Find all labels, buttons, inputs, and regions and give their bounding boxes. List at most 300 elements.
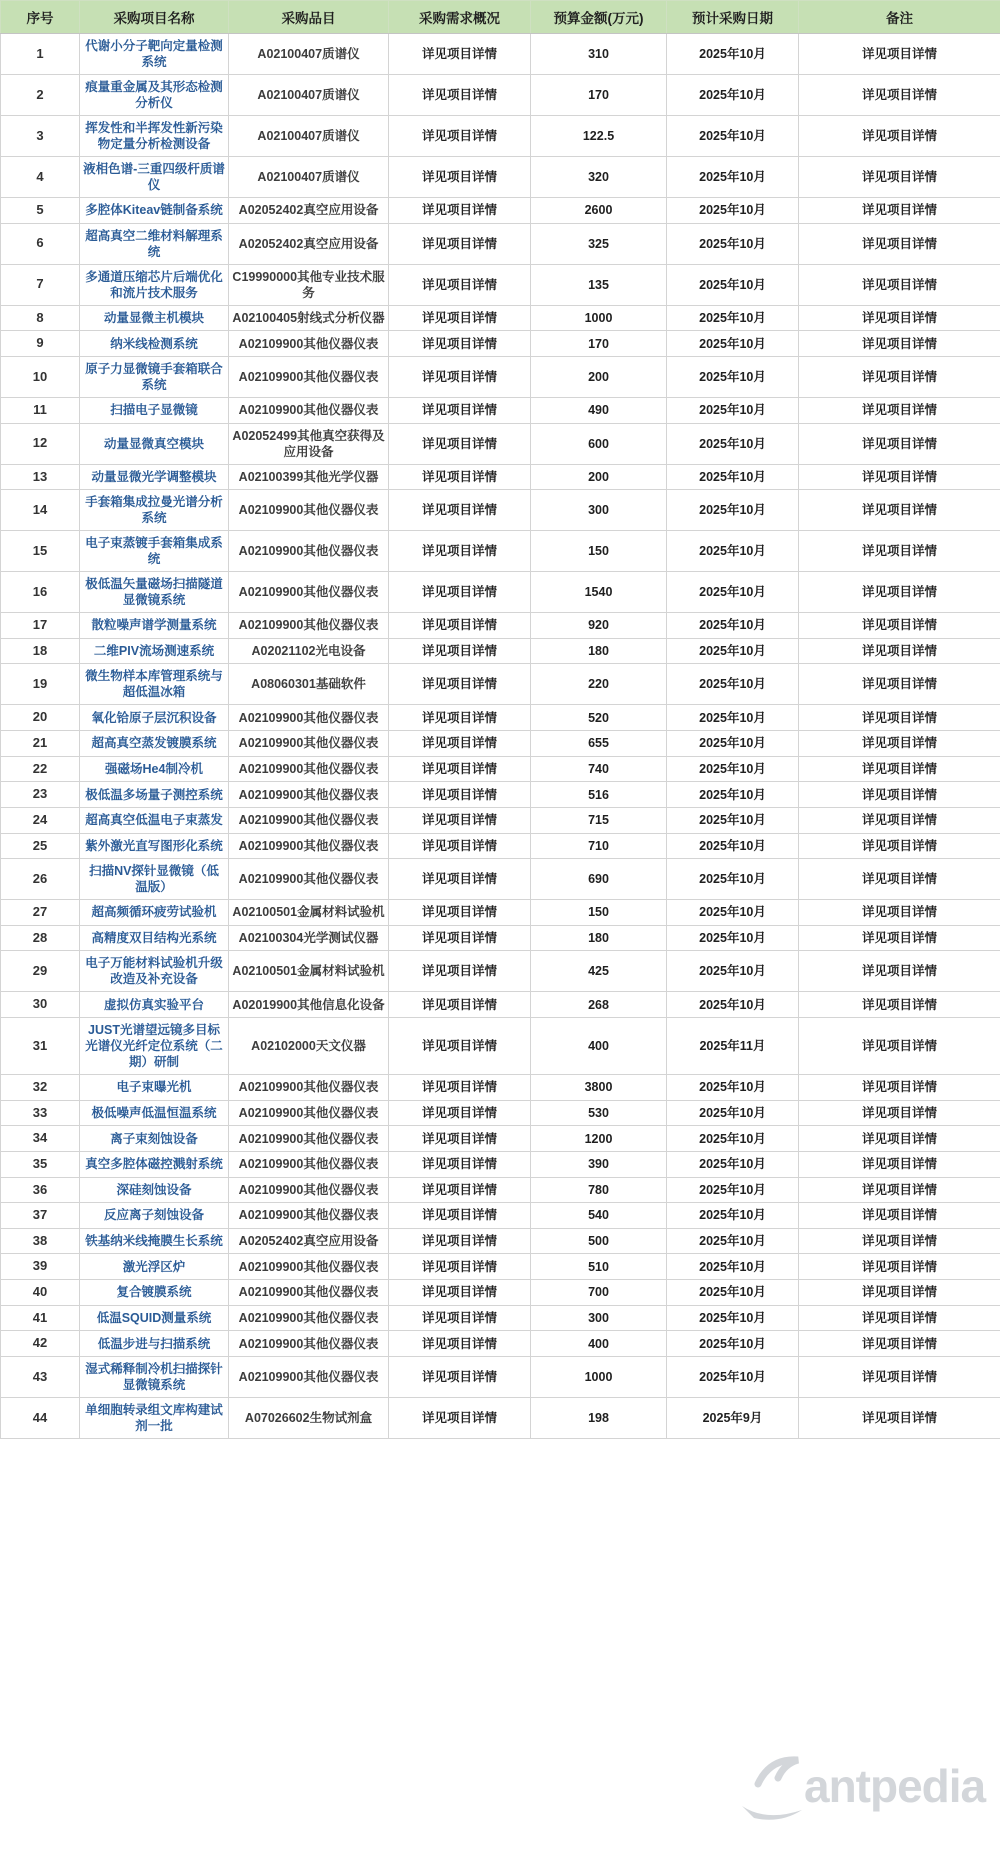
cell-remarks: 详见项目详情 [799, 1280, 1000, 1306]
table-row [1, 464, 1000, 490]
cell-expected-date: 2025年10月 [667, 1100, 799, 1126]
table-row [1, 638, 1000, 664]
cell-remarks: 详见项目详情 [799, 731, 1000, 757]
cell-project-name: 高精度双目结构光系统 [80, 925, 229, 951]
cell-demand-overview: 详见项目详情 [389, 731, 531, 757]
cell-demand-overview: 详见项目详情 [389, 464, 531, 490]
cell-serial-number: 26 [1, 859, 80, 900]
cell-budget-amount: 135 [531, 264, 667, 305]
cell-serial-number: 2 [1, 75, 80, 116]
cell-procurement-item: A02109900其他仪器仪表 [229, 1254, 389, 1280]
cell-project-name: 极低温矢量磁场扫描隧道显微镜系统 [80, 572, 229, 613]
cell-demand-overview: 详见项目详情 [389, 34, 531, 75]
cell-budget-amount: 1000 [531, 305, 667, 331]
table-row [1, 992, 1000, 1018]
cell-demand-overview: 详见项目详情 [389, 1280, 531, 1306]
table-row [1, 1280, 1000, 1306]
cell-demand-overview: 详见项目详情 [389, 331, 531, 357]
cell-remarks: 详见项目详情 [799, 782, 1000, 808]
cell-expected-date: 2025年10月 [667, 531, 799, 572]
cell-remarks: 详见项目详情 [799, 705, 1000, 731]
cell-serial-number: 43 [1, 1356, 80, 1397]
cell-procurement-item: A02109900其他仪器仪表 [229, 531, 389, 572]
cell-demand-overview: 详见项目详情 [389, 397, 531, 423]
cell-budget-amount: 122.5 [531, 116, 667, 157]
cell-remarks: 详见项目详情 [799, 264, 1000, 305]
cell-expected-date: 2025年10月 [667, 397, 799, 423]
cell-project-name: 纳米线检测系统 [80, 331, 229, 357]
cell-expected-date: 2025年10月 [667, 223, 799, 264]
cell-procurement-item: A02109900其他仪器仪表 [229, 807, 389, 833]
cell-demand-overview: 详见项目详情 [389, 900, 531, 926]
cell-project-name: 微生物样本库管理系统与超低温冰箱 [80, 664, 229, 705]
cell-procurement-item: A02109900其他仪器仪表 [229, 1075, 389, 1101]
cell-expected-date: 2025年10月 [667, 116, 799, 157]
cell-project-name: 扫描NV探针显微镜（低温版） [80, 859, 229, 900]
cell-procurement-item: A02100407质谱仪 [229, 157, 389, 198]
cell-serial-number: 42 [1, 1331, 80, 1357]
cell-expected-date: 2025年10月 [667, 925, 799, 951]
cell-remarks: 详见项目详情 [799, 807, 1000, 833]
cell-budget-amount: 655 [531, 731, 667, 757]
cell-project-name: 电子束曝光机 [80, 1075, 229, 1101]
cell-serial-number: 9 [1, 331, 80, 357]
cell-serial-number: 10 [1, 356, 80, 397]
cell-procurement-item: A02109900其他仪器仪表 [229, 1305, 389, 1331]
cell-remarks: 详见项目详情 [799, 1331, 1000, 1357]
header-demand-overview: 采购需求概况 [389, 1, 531, 34]
cell-procurement-item: A02100501金属材料试验机 [229, 900, 389, 926]
cell-expected-date: 2025年10月 [667, 705, 799, 731]
cell-demand-overview: 详见项目详情 [389, 305, 531, 331]
cell-expected-date: 2025年10月 [667, 900, 799, 926]
cell-expected-date: 2025年10月 [667, 638, 799, 664]
cell-demand-overview: 详见项目详情 [389, 1397, 531, 1438]
cell-project-name: 氧化铪原子层沉积设备 [80, 705, 229, 731]
cell-project-name: 真空多腔体磁控溅射系统 [80, 1151, 229, 1177]
table-row [1, 705, 1000, 731]
cell-project-name: 超高真空低温电子束蒸发 [80, 807, 229, 833]
table-row [1, 731, 1000, 757]
cell-expected-date: 2025年10月 [667, 664, 799, 705]
cell-procurement-item: A02109900其他仪器仪表 [229, 1177, 389, 1203]
cell-remarks: 详见项目详情 [799, 1100, 1000, 1126]
cell-budget-amount: 268 [531, 992, 667, 1018]
cell-project-name: 原子力显微镜手套箱联合系统 [80, 356, 229, 397]
table-row [1, 1151, 1000, 1177]
table-row [1, 1356, 1000, 1397]
table-row [1, 157, 1000, 198]
cell-budget-amount: 400 [531, 1331, 667, 1357]
cell-procurement-item: A02021102光电设备 [229, 638, 389, 664]
cell-remarks: 详见项目详情 [799, 992, 1000, 1018]
cell-serial-number: 7 [1, 264, 80, 305]
cell-demand-overview: 详见项目详情 [389, 859, 531, 900]
cell-budget-amount: 540 [531, 1203, 667, 1229]
cell-project-name: 扫描电子显微镜 [80, 397, 229, 423]
cell-serial-number: 24 [1, 807, 80, 833]
cell-demand-overview: 详见项目详情 [389, 992, 531, 1018]
cell-remarks: 详见项目详情 [799, 1177, 1000, 1203]
cell-demand-overview: 详见项目详情 [389, 1018, 531, 1075]
cell-procurement-item: A02109900其他仪器仪表 [229, 397, 389, 423]
header-row [1, 1, 1000, 34]
cell-demand-overview: 详见项目详情 [389, 223, 531, 264]
cell-expected-date: 2025年10月 [667, 331, 799, 357]
cell-budget-amount: 180 [531, 638, 667, 664]
cell-project-name: 虚拟仿真实验平台 [80, 992, 229, 1018]
cell-serial-number: 40 [1, 1280, 80, 1306]
cell-remarks: 详见项目详情 [799, 1126, 1000, 1152]
cell-procurement-item: A02109900其他仪器仪表 [229, 1331, 389, 1357]
cell-budget-amount: 170 [531, 75, 667, 116]
cell-expected-date: 2025年10月 [667, 731, 799, 757]
cell-project-name: 多腔体Kiteav链制备系统 [80, 198, 229, 224]
table-row [1, 807, 1000, 833]
cell-project-name: 强磁场He4制冷机 [80, 756, 229, 782]
table-row [1, 1126, 1000, 1152]
cell-procurement-item: A02052499其他真空获得及应用设备 [229, 423, 389, 464]
table-row [1, 1228, 1000, 1254]
cell-expected-date: 2025年10月 [667, 756, 799, 782]
cell-project-name: 代谢小分子靶向定量检测系统 [80, 34, 229, 75]
cell-serial-number: 6 [1, 223, 80, 264]
cell-remarks: 详见项目详情 [799, 638, 1000, 664]
table-row [1, 951, 1000, 992]
table-row [1, 1305, 1000, 1331]
table-row [1, 572, 1000, 613]
cell-serial-number: 39 [1, 1254, 80, 1280]
table-row [1, 859, 1000, 900]
cell-procurement-item: A02109900其他仪器仪表 [229, 490, 389, 531]
cell-project-name: 动量显微光学调整模块 [80, 464, 229, 490]
antpedia-logo-swoosh-icon [740, 1748, 810, 1824]
cell-project-name: 紫外激光直写图形化系统 [80, 833, 229, 859]
cell-project-name: 超高频循环疲劳试验机 [80, 900, 229, 926]
table-row [1, 223, 1000, 264]
cell-demand-overview: 详见项目详情 [389, 264, 531, 305]
header-budget-amount: 预算金额(万元) [531, 1, 667, 34]
cell-remarks: 详见项目详情 [799, 116, 1000, 157]
cell-serial-number: 41 [1, 1305, 80, 1331]
cell-project-name: 电子万能材料试验机升级改造及补充设备 [80, 951, 229, 992]
header-serial-number: 序号 [1, 1, 80, 34]
cell-procurement-item: A02109900其他仪器仪表 [229, 1126, 389, 1152]
cell-expected-date: 2025年10月 [667, 464, 799, 490]
cell-demand-overview: 详见项目详情 [389, 1177, 531, 1203]
cell-expected-date: 2025年10月 [667, 992, 799, 1018]
cell-budget-amount: 710 [531, 833, 667, 859]
table-row [1, 423, 1000, 464]
antpedia-watermark-text: antpedia [804, 1760, 986, 1812]
cell-project-name: 复合镀膜系统 [80, 1280, 229, 1306]
cell-demand-overview: 详见项目详情 [389, 705, 531, 731]
table-row [1, 613, 1000, 639]
cell-serial-number: 25 [1, 833, 80, 859]
cell-budget-amount: 510 [531, 1254, 667, 1280]
cell-serial-number: 16 [1, 572, 80, 613]
cell-budget-amount: 740 [531, 756, 667, 782]
cell-serial-number: 22 [1, 756, 80, 782]
cell-remarks: 详见项目详情 [799, 34, 1000, 75]
cell-project-name: 动量显微真空模块 [80, 423, 229, 464]
cell-project-name: 低温步进与扫描系统 [80, 1331, 229, 1357]
cell-demand-overview: 详见项目详情 [389, 807, 531, 833]
cell-remarks: 详见项目详情 [799, 1203, 1000, 1229]
table-row [1, 1397, 1000, 1438]
cell-procurement-item: A02100407质谱仪 [229, 75, 389, 116]
cell-expected-date: 2025年10月 [667, 833, 799, 859]
cell-procurement-item: A02109900其他仪器仪表 [229, 756, 389, 782]
cell-expected-date: 2025年10月 [667, 859, 799, 900]
cell-budget-amount: 310 [531, 34, 667, 75]
cell-demand-overview: 详见项目详情 [389, 951, 531, 992]
cell-project-name: 二维PIV流场测速系统 [80, 638, 229, 664]
cell-expected-date: 2025年10月 [667, 1075, 799, 1101]
table-row [1, 1203, 1000, 1229]
cell-remarks: 详见项目详情 [799, 305, 1000, 331]
table-row [1, 833, 1000, 859]
cell-project-name: 深硅刻蚀设备 [80, 1177, 229, 1203]
header-project-name: 采购项目名称 [80, 1, 229, 34]
cell-expected-date: 2025年10月 [667, 807, 799, 833]
table-row [1, 198, 1000, 224]
cell-budget-amount: 150 [531, 900, 667, 926]
cell-procurement-item: A02109900其他仪器仪表 [229, 705, 389, 731]
table-row [1, 75, 1000, 116]
header-expected-date: 预计采购日期 [667, 1, 799, 34]
cell-expected-date: 2025年9月 [667, 1397, 799, 1438]
cell-demand-overview: 详见项目详情 [389, 1331, 531, 1357]
cell-procurement-item: C19990000其他专业技术服务 [229, 264, 389, 305]
cell-project-name: 动量显微主机模块 [80, 305, 229, 331]
cell-serial-number: 38 [1, 1228, 80, 1254]
cell-procurement-item: A02100405射线式分析仪器 [229, 305, 389, 331]
cell-serial-number: 5 [1, 198, 80, 224]
cell-expected-date: 2025年10月 [667, 1126, 799, 1152]
cell-serial-number: 1 [1, 34, 80, 75]
cell-procurement-item: A02109900其他仪器仪表 [229, 782, 389, 808]
cell-serial-number: 30 [1, 992, 80, 1018]
cell-procurement-item: A02109900其他仪器仪表 [229, 1280, 389, 1306]
cell-demand-overview: 详见项目详情 [389, 1126, 531, 1152]
cell-project-name: 极低噪声低温恒温系统 [80, 1100, 229, 1126]
cell-project-name: 单细胞转录组文库构建试剂一批 [80, 1397, 229, 1438]
cell-demand-overview: 详见项目详情 [389, 1254, 531, 1280]
cell-project-name: 激光浮区炉 [80, 1254, 229, 1280]
cell-project-name: 痕量重金属及其形态检测分析仪 [80, 75, 229, 116]
cell-remarks: 详见项目详情 [799, 198, 1000, 224]
cell-budget-amount: 700 [531, 1280, 667, 1306]
cell-budget-amount: 600 [531, 423, 667, 464]
antpedia-watermark [740, 1748, 985, 1824]
cell-remarks: 详见项目详情 [799, 1018, 1000, 1075]
cell-remarks: 详见项目详情 [799, 572, 1000, 613]
table-row [1, 900, 1000, 926]
cell-budget-amount: 1200 [531, 1126, 667, 1152]
cell-remarks: 详见项目详情 [799, 1151, 1000, 1177]
cell-serial-number: 29 [1, 951, 80, 992]
cell-expected-date: 2025年10月 [667, 34, 799, 75]
cell-expected-date: 2025年10月 [667, 951, 799, 992]
cell-budget-amount: 220 [531, 664, 667, 705]
cell-expected-date: 2025年10月 [667, 613, 799, 639]
cell-demand-overview: 详见项目详情 [389, 833, 531, 859]
cell-demand-overview: 详见项目详情 [389, 1151, 531, 1177]
cell-procurement-item: A02102000天文仪器 [229, 1018, 389, 1075]
cell-serial-number: 27 [1, 900, 80, 926]
table-row [1, 1075, 1000, 1101]
cell-serial-number: 13 [1, 464, 80, 490]
table-row [1, 331, 1000, 357]
cell-remarks: 详见项目详情 [799, 1397, 1000, 1438]
cell-expected-date: 2025年10月 [667, 1177, 799, 1203]
cell-project-name: 湿式稀释制冷机扫描探针显微镜系统 [80, 1356, 229, 1397]
cell-budget-amount: 780 [531, 1177, 667, 1203]
cell-budget-amount: 300 [531, 1305, 667, 1331]
cell-project-name: 手套箱集成拉曼光谱分析系统 [80, 490, 229, 531]
cell-serial-number: 19 [1, 664, 80, 705]
cell-remarks: 详见项目详情 [799, 464, 1000, 490]
cell-serial-number: 12 [1, 423, 80, 464]
cell-demand-overview: 详见项目详情 [389, 1305, 531, 1331]
cell-demand-overview: 详见项目详情 [389, 1356, 531, 1397]
cell-procurement-item: A02109900其他仪器仪表 [229, 331, 389, 357]
cell-procurement-item: A02109900其他仪器仪表 [229, 356, 389, 397]
cell-serial-number: 18 [1, 638, 80, 664]
cell-project-name: 低温SQUID测量系统 [80, 1305, 229, 1331]
cell-demand-overview: 详见项目详情 [389, 1075, 531, 1101]
cell-demand-overview: 详见项目详情 [389, 925, 531, 951]
cell-procurement-item: A07026602生物试剂盒 [229, 1397, 389, 1438]
cell-expected-date: 2025年10月 [667, 356, 799, 397]
cell-procurement-item: A02100407质谱仪 [229, 34, 389, 75]
cell-budget-amount: 690 [531, 859, 667, 900]
cell-remarks: 详见项目详情 [799, 925, 1000, 951]
cell-project-name: JUST光谱望远镜多目标光谱仪光纤定位系统（二期）研制 [80, 1018, 229, 1075]
cell-expected-date: 2025年10月 [667, 1203, 799, 1229]
cell-expected-date: 2025年10月 [667, 305, 799, 331]
table-row [1, 1331, 1000, 1357]
cell-serial-number: 3 [1, 116, 80, 157]
cell-budget-amount: 520 [531, 705, 667, 731]
cell-procurement-item: A02052402真空应用设备 [229, 1228, 389, 1254]
cell-budget-amount: 170 [531, 331, 667, 357]
cell-project-name: 反应离子刻蚀设备 [80, 1203, 229, 1229]
cell-serial-number: 31 [1, 1018, 80, 1075]
cell-expected-date: 2025年10月 [667, 75, 799, 116]
cell-budget-amount: 490 [531, 397, 667, 423]
cell-demand-overview: 详见项目详情 [389, 756, 531, 782]
table-row [1, 531, 1000, 572]
cell-remarks: 详见项目详情 [799, 1356, 1000, 1397]
cell-expected-date: 2025年10月 [667, 1280, 799, 1306]
cell-budget-amount: 198 [531, 1397, 667, 1438]
cell-serial-number: 33 [1, 1100, 80, 1126]
cell-remarks: 详见项目详情 [799, 613, 1000, 639]
cell-budget-amount: 390 [531, 1151, 667, 1177]
cell-budget-amount: 920 [531, 613, 667, 639]
cell-budget-amount: 180 [531, 925, 667, 951]
cell-serial-number: 8 [1, 305, 80, 331]
cell-serial-number: 21 [1, 731, 80, 757]
cell-project-name: 铁基纳米线掩膜生长系统 [80, 1228, 229, 1254]
cell-remarks: 详见项目详情 [799, 223, 1000, 264]
cell-expected-date: 2025年10月 [667, 1151, 799, 1177]
table-row [1, 264, 1000, 305]
cell-remarks: 详见项目详情 [799, 833, 1000, 859]
cell-serial-number: 37 [1, 1203, 80, 1229]
cell-project-name: 超高真空蒸发镀膜系统 [80, 731, 229, 757]
cell-serial-number: 34 [1, 1126, 80, 1152]
cell-remarks: 详见项目详情 [799, 490, 1000, 531]
cell-demand-overview: 详见项目详情 [389, 490, 531, 531]
cell-budget-amount: 320 [531, 157, 667, 198]
cell-expected-date: 2025年10月 [667, 1356, 799, 1397]
cell-remarks: 详见项目详情 [799, 75, 1000, 116]
cell-project-name: 挥发性和半挥发性新污染物定量分析检测设备 [80, 116, 229, 157]
cell-demand-overview: 详见项目详情 [389, 1100, 531, 1126]
cell-budget-amount: 3800 [531, 1075, 667, 1101]
cell-serial-number: 23 [1, 782, 80, 808]
table-row [1, 1177, 1000, 1203]
cell-budget-amount: 530 [531, 1100, 667, 1126]
cell-procurement-item: A02052402真空应用设备 [229, 198, 389, 224]
cell-procurement-item: A02109900其他仪器仪表 [229, 833, 389, 859]
table-row [1, 490, 1000, 531]
cell-procurement-item: A02019900其他信息化设备 [229, 992, 389, 1018]
cell-demand-overview: 详见项目详情 [389, 157, 531, 198]
cell-remarks: 详见项目详情 [799, 157, 1000, 198]
cell-serial-number: 36 [1, 1177, 80, 1203]
cell-project-name: 液相色谱-三重四级杆质谱仪 [80, 157, 229, 198]
cell-serial-number: 17 [1, 613, 80, 639]
cell-serial-number: 20 [1, 705, 80, 731]
cell-remarks: 详见项目详情 [799, 1254, 1000, 1280]
cell-expected-date: 2025年10月 [667, 423, 799, 464]
cell-remarks: 详见项目详情 [799, 664, 1000, 705]
cell-demand-overview: 详见项目详情 [389, 116, 531, 157]
cell-remarks: 详见项目详情 [799, 356, 1000, 397]
header-remarks: 备注 [799, 1, 1000, 34]
cell-budget-amount: 715 [531, 807, 667, 833]
cell-budget-amount: 200 [531, 356, 667, 397]
cell-project-name: 离子束刻蚀设备 [80, 1126, 229, 1152]
cell-procurement-item: A02100399其他光学仪器 [229, 464, 389, 490]
cell-expected-date: 2025年10月 [667, 782, 799, 808]
cell-procurement-item: A02109900其他仪器仪表 [229, 572, 389, 613]
cell-procurement-item: A02100501金属材料试验机 [229, 951, 389, 992]
table-row [1, 1100, 1000, 1126]
cell-budget-amount: 1540 [531, 572, 667, 613]
cell-project-name: 极低温多场量子测控系统 [80, 782, 229, 808]
cell-serial-number: 4 [1, 157, 80, 198]
cell-remarks: 详见项目详情 [799, 900, 1000, 926]
cell-expected-date: 2025年10月 [667, 490, 799, 531]
table-body [1, 34, 1000, 1439]
table-row [1, 782, 1000, 808]
cell-remarks: 详见项目详情 [799, 859, 1000, 900]
cell-serial-number: 28 [1, 925, 80, 951]
cell-remarks: 详见项目详情 [799, 1228, 1000, 1254]
cell-expected-date: 2025年10月 [667, 1331, 799, 1357]
cell-serial-number: 35 [1, 1151, 80, 1177]
cell-budget-amount: 1000 [531, 1356, 667, 1397]
cell-remarks: 详见项目详情 [799, 531, 1000, 572]
table-row [1, 756, 1000, 782]
cell-budget-amount: 400 [531, 1018, 667, 1075]
cell-procurement-item: A02109900其他仪器仪表 [229, 1203, 389, 1229]
